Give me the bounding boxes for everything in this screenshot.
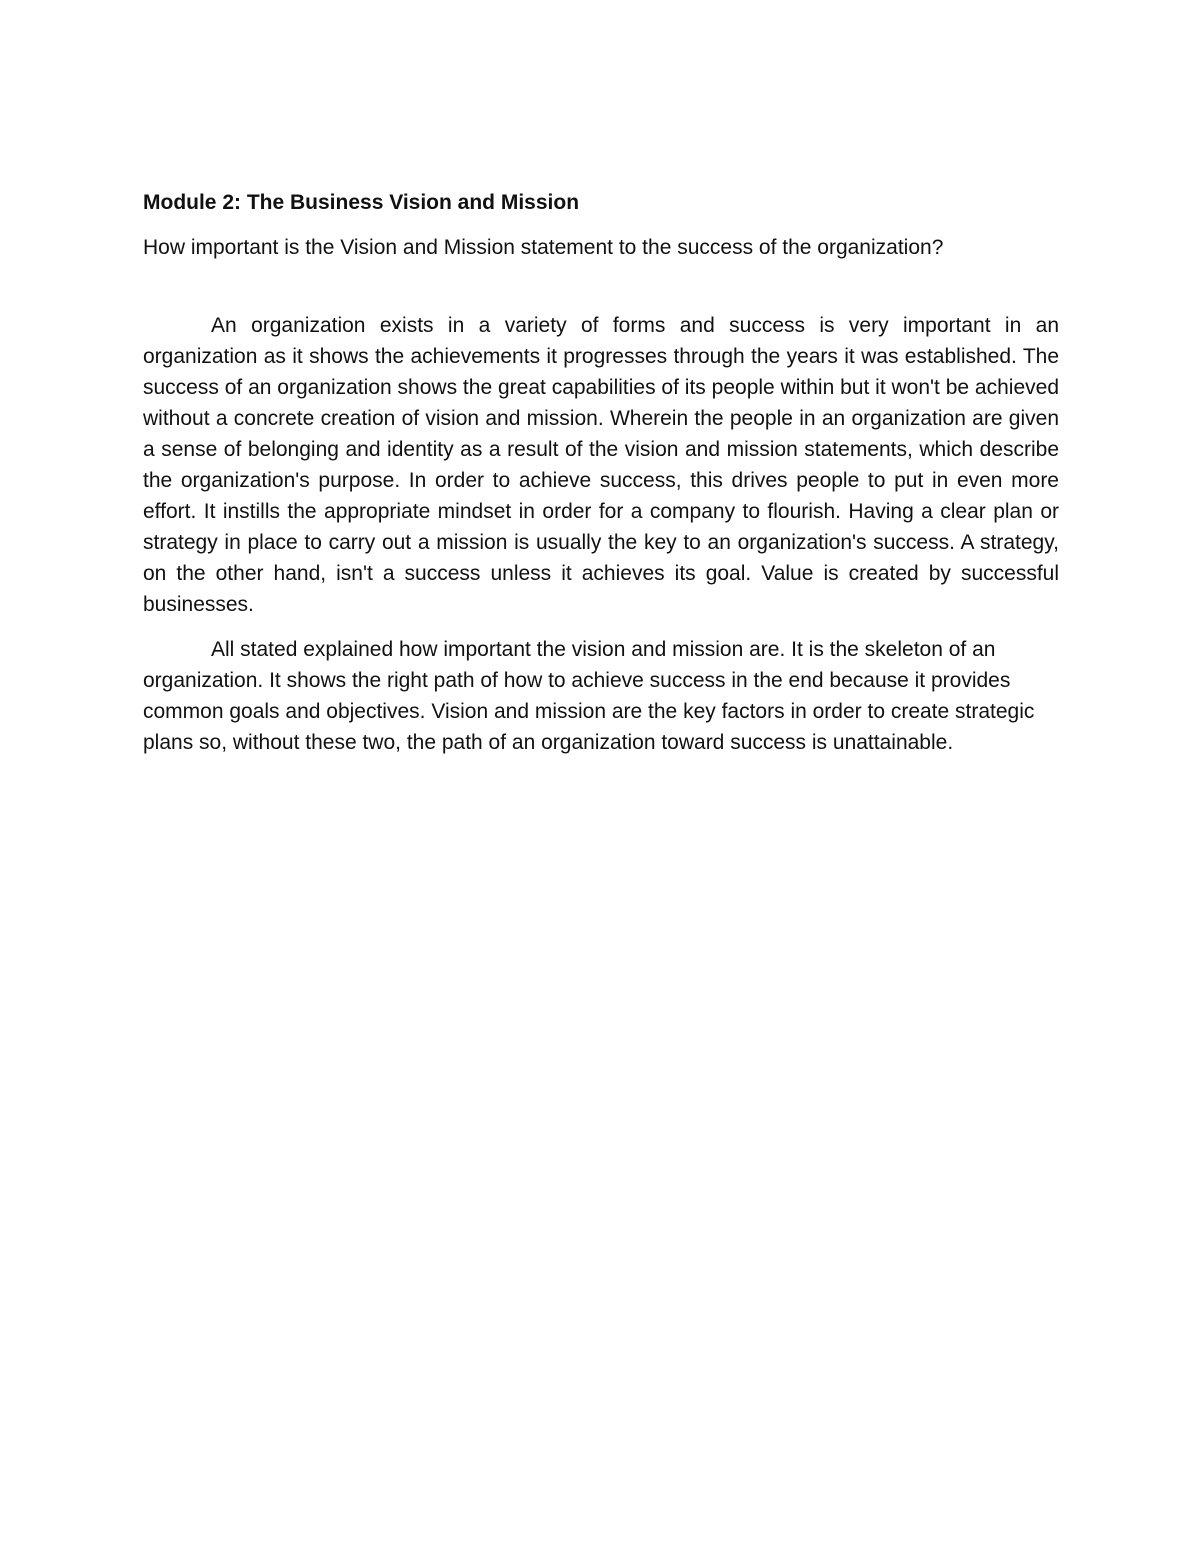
body-paragraph-2: All stated explained how important the vision and mission are. It is the skeleton of an organization. It shows the right path of how to achieve success in the end because it provides common goals and objectives. Vision and mission are the key factors in order to create strategic plans so, without these two, the path of an organization toward success is unattainable. [143,638,1035,754]
essay-question: How important is the Vision and Mission statement to the success of the organization? [143,236,944,259]
module-title: Module 2: The Business Vision and Mission [143,191,580,214]
document-content [143,187,1059,758]
body-paragraph-1: An organization exists in a variety of forms and success is very important in an organization as it shows the achievements it progresses through the years it was established. The success of an organization shows the great capabilities of its people within but it won't be achieved without a concrete creation of vision and mission. Wherein the people in an organization are given a sense of belonging and identity as a result of the vision and mission statements, which describe the organization's purpose. In order to achieve success, this drives people to put in even more effort. It instills the appropriate mindset in order for a company to flourish. Having a clear plan or strategy in place to carry out a mission is usually the key to an organization's success. A strategy, on the other hand, isn't a success unless it achieves its goal. Value is created by successful businesses. [143,314,1059,616]
